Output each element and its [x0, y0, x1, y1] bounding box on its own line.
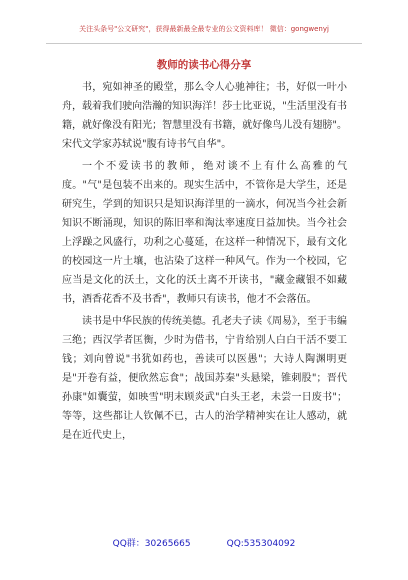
document-body — [62, 78, 347, 445]
footer-qq: QQ:535304092 — [226, 539, 296, 549]
footer-contact — [0, 536, 408, 549]
paragraph-1: 书，宛如神圣的殿堂，那么令人心驰神往；书，好似一叶小舟，载着我们驶向浩瀚的知识海洋！莎士比亚说，"生活里没有书籍，就好像没有阳光；智慧里没有书籍，就好像鸟儿没有翅膀"。宋代文学家苏轼说"腹有诗书气自华"。 — [62, 82, 347, 150]
paragraph-2: 一个不爱读书的教师，绝对谈不上有什么高雅的气度。"气"是包装不出来的。现实生活中，不管你是大学生，还是研究生，学到的知识只是知识海洋里的一滴水，何况当今社会新知识不断涌现，知识的陈旧率和淘汰率速度日益加快。当今社会上浮躁之风盛行，功利之心蔓延，在这样一种情况下，最有文化的校园这一片土壤，也沾染了这样一种风气。作为一个校园，它应当是文化的沃土，文化的沃土离不开读书，"藏金藏银不如藏书，酒香花香不及书香"，教师只有读书，他才不会落伍。 — [62, 161, 347, 305]
header-note: 关注头条号"公文研究"，获得最新最全最专业的公文资料库！ 微信：gongwenyj — [79, 25, 329, 33]
header-divider — [46, 43, 362, 44]
paragraph-3: 读书是中华民族的传统美德。孔老夫子读《周易》，至于韦编三绝；西汉学者匡衡，少时为借书，宁肯给别人白白干活不要工钱；刘向曾说"书犹如药也，善读可以医愚"；大诗人陶渊明更是"开卷有益，便欣然忘食"；战国苏秦"头悬梁，锥刺股"；晋代孙康"如囊萤，如映雪"明末顾炎武"白头王老，未尝一日废书"；等等，这些都让人钦佩不已，古人的治学精神实在让人感动，就是在近代史上， — [62, 316, 347, 441]
footer-qq-group: QQ群：30265665 — [112, 539, 191, 549]
document-title: 教师的读书心得分享 — [156, 59, 252, 71]
